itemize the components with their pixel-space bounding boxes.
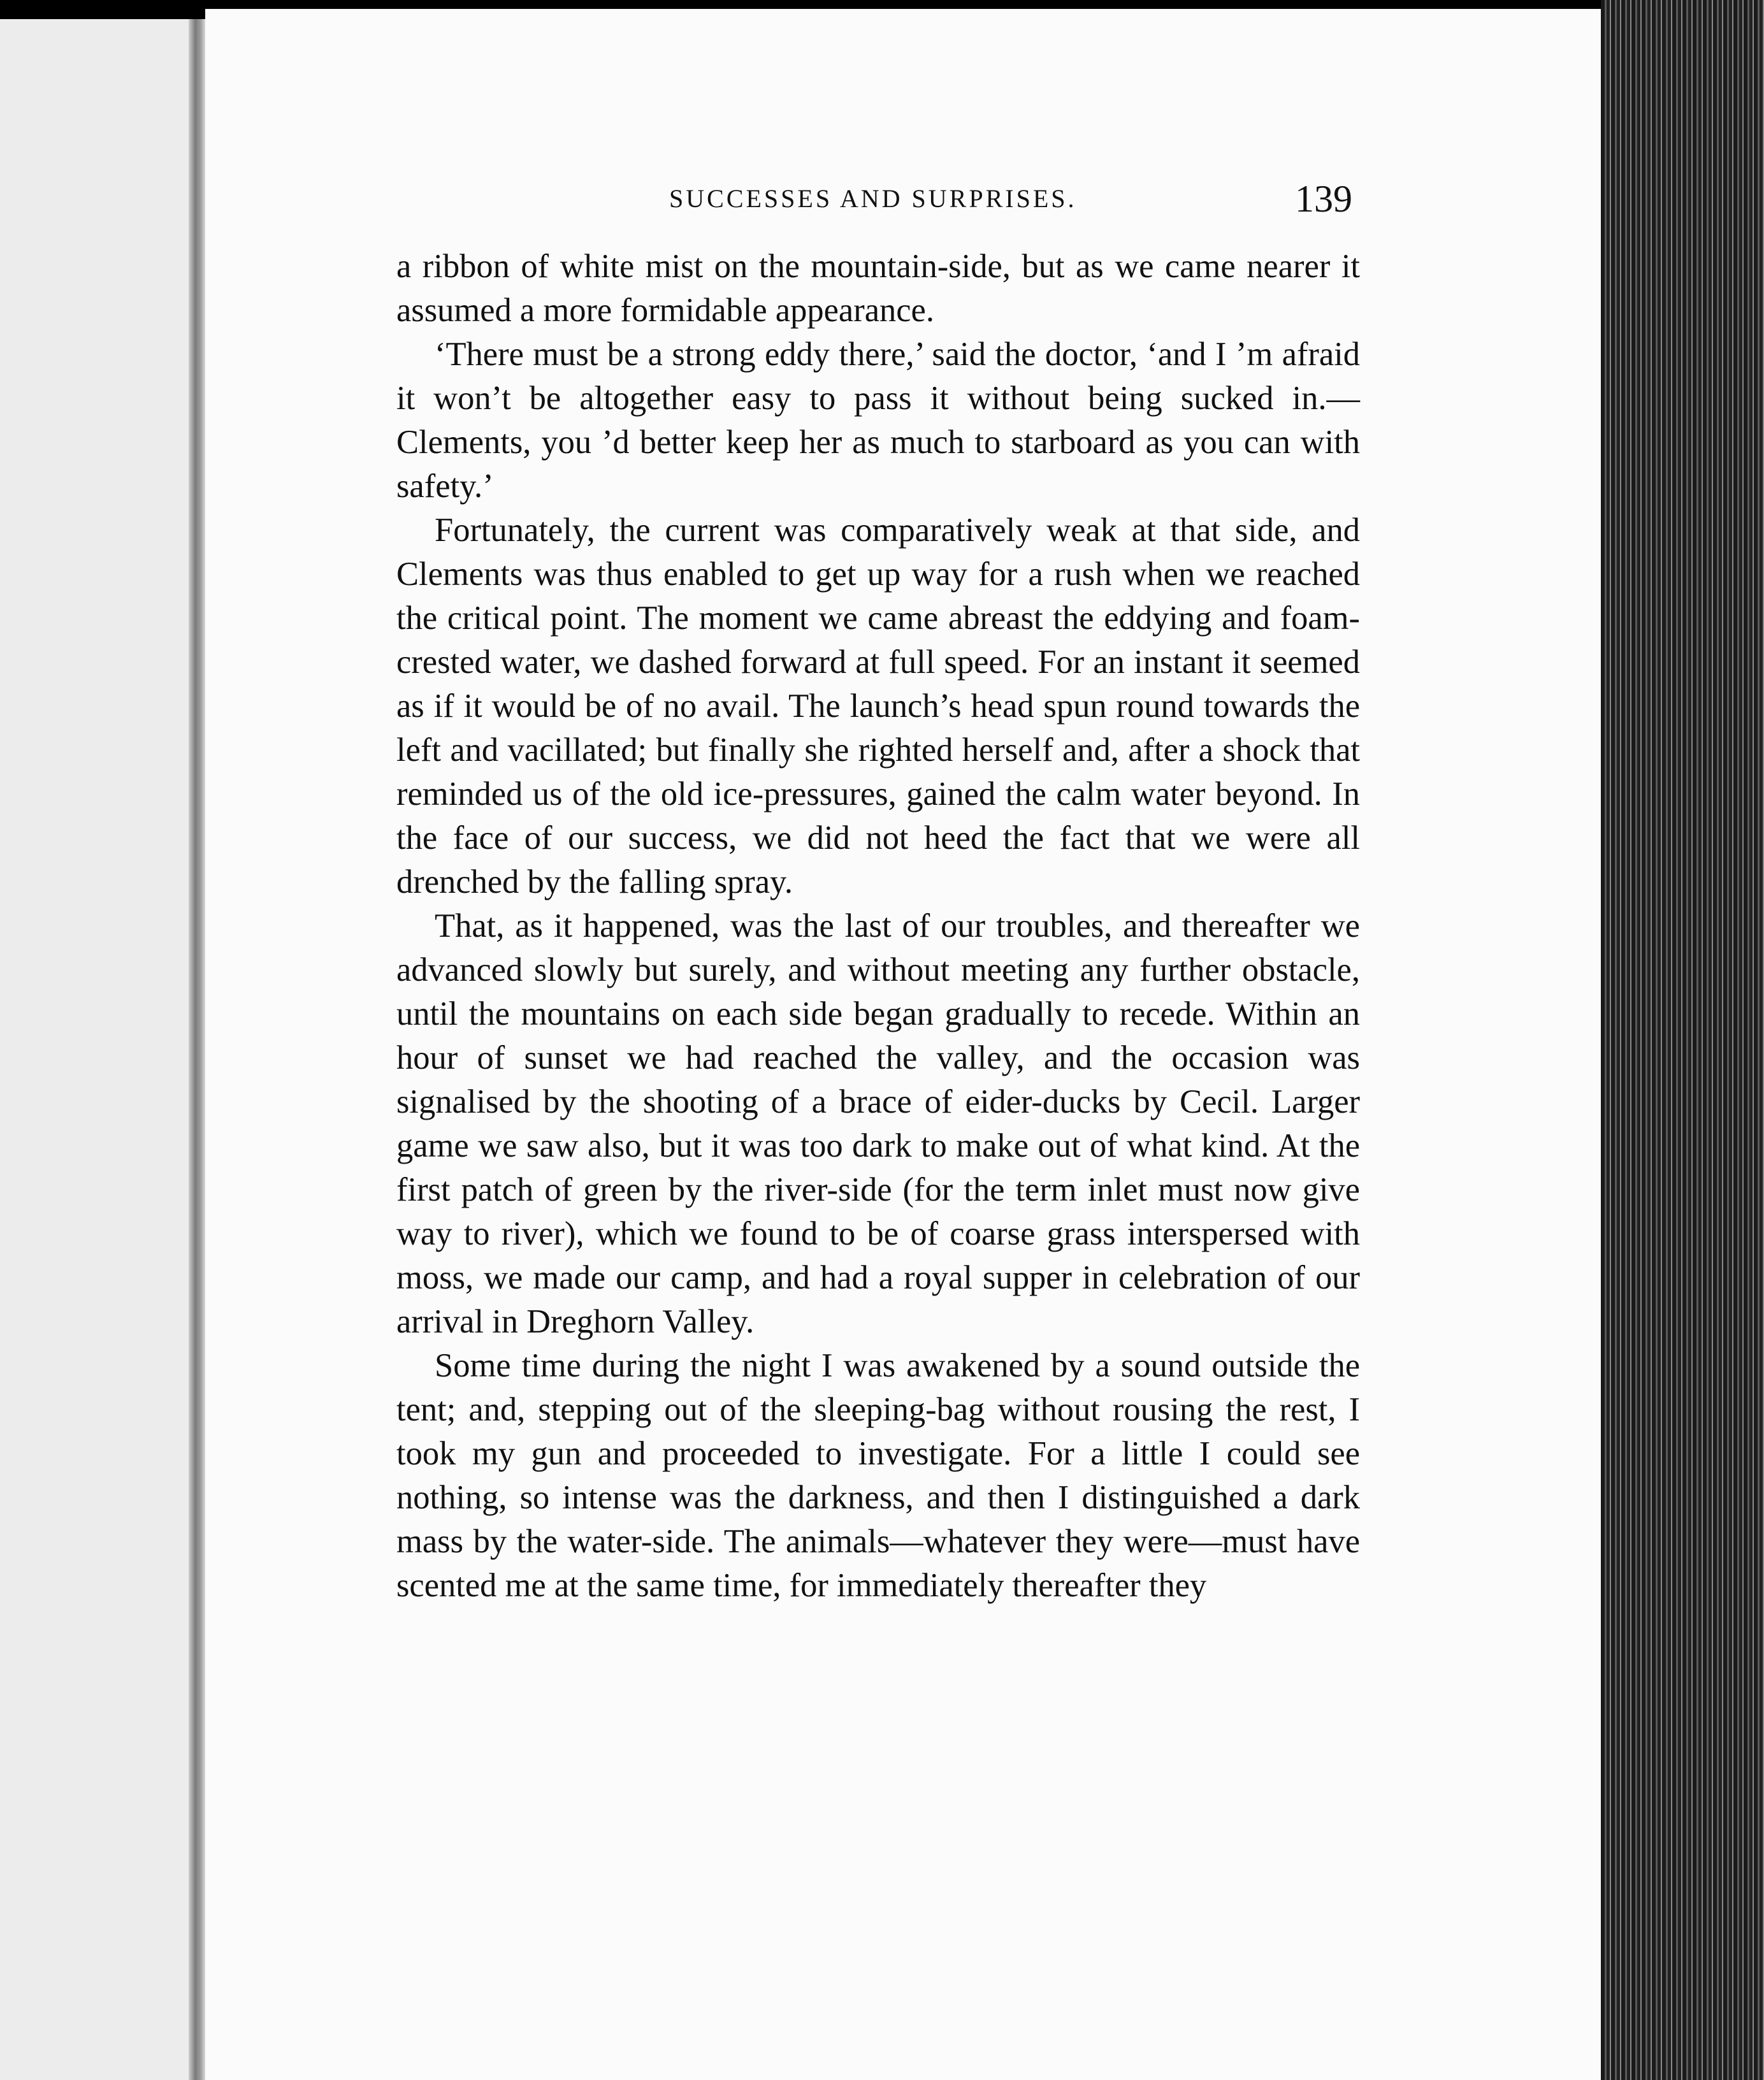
- body-text: [396, 245, 1360, 1608]
- paragraph: a ribbon of white mist on the mountain-side, but as we came nearer it assumed a more formidable appearance.: [396, 248, 1360, 329]
- left-page-edge: [0, 19, 210, 2080]
- book-gutter: [189, 19, 205, 2080]
- paragraph: ‘There must be a strong eddy there,’ said the doctor, ‘and I ’m afraid it won’t be altogether easy to pass it without being sucked in.—Clements, you ’d better keep her as much to starboard as you can with safety.’: [396, 336, 1360, 505]
- page-number: 139: [1295, 178, 1352, 220]
- running-header: SUCCESSES AND SURPRISES.: [669, 184, 1077, 213]
- page-stack-edges: [1601, 0, 1764, 2080]
- paragraph: Some time during the night I was awakened by a sound outside the tent; and, stepping out of the sleeping-bag without rousing the rest, I took my gun and proceeded to investigate. For a little I could see nothing, so intense was the darkness, and then I distinguished a dark mass by the water-side. The animals—whatever they were—must have scented me at the same time, for immediately thereafter they: [396, 1347, 1360, 1604]
- paragraph: That, as it happened, was the last of our troubles, and thereafter we advanced slowly but surely, and without meeting any further obstacle, until the mountains on each side began gradually to recede. Within an hour of sunset we had reached the valley, and the occasion was signalised by the shooting of a brace of eider-ducks by Cecil. Larger game we saw also, but it was too dark to make out of what kind. At the first patch of green by the river-side (for the term inlet must now give way to river), which we found to be of coarse grass interspersed with moss, we made our camp, and had a royal supper in celebration of our arrival in Dreghorn Valley.: [396, 907, 1360, 1340]
- paragraph: Fortunately, the current was comparatively weak at that side, and Clements was thus enabled to get up way for a rush when we reached the critical point. The moment we came abreast the eddying and foam-crested water, we dashed forward at full speed. For an instant it seemed as if it would be of no avail. The launch’s head spun round towards the left and vacillated; but finally she righted herself and, after a shock that reminded us of the old ice-pressures, gained the calm water beyond. In the face of our success, we did not heed the fact that we were all drenched by the falling spray.: [396, 512, 1360, 900]
